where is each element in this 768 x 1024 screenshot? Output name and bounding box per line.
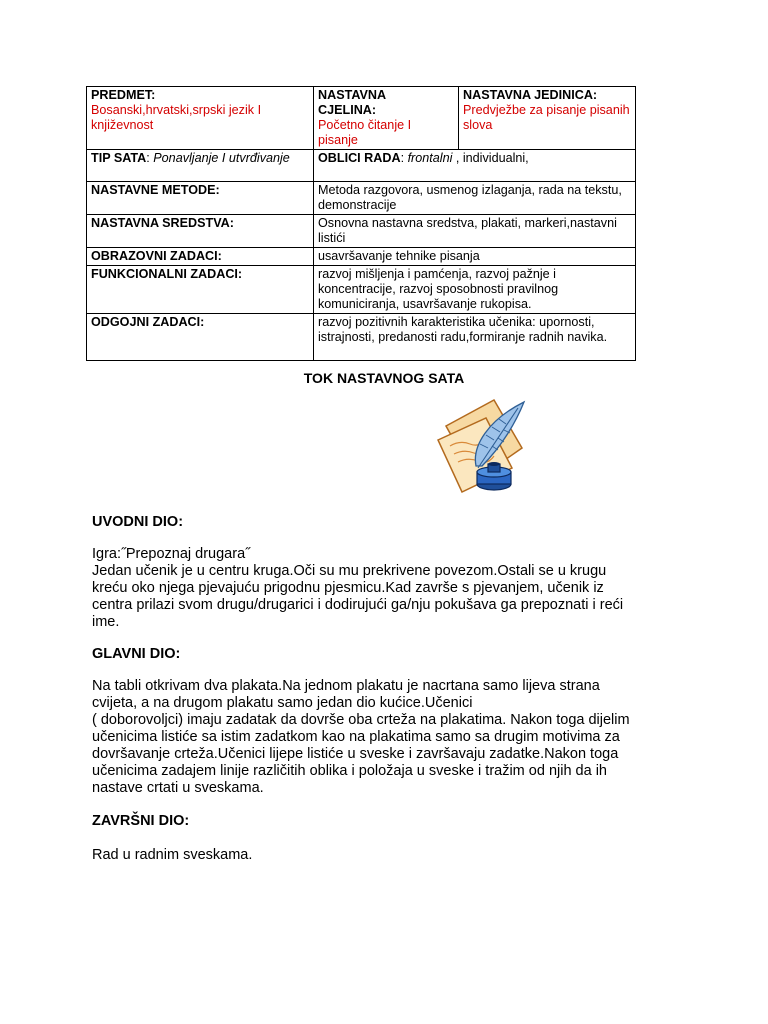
main-line: cvijeta, a na drugom plakatu samo jedan dio kućice.Učenici (92, 695, 473, 711)
class-type-cell: TIP SATA: Ponavljanje I utvrđivanje (87, 150, 314, 182)
upbringing-goals-value: razvoj pozitivnih karakteristika učenika: upornosti, istrajnosti, predanosti radu,formiranje radnih navika. (314, 314, 636, 361)
intro-line: centra prilazi svom drugu/drugarici i dodirujući ga/nju pokušava ga prepoznati i reći (92, 597, 624, 613)
work-forms-italic: frontalni (407, 151, 453, 165)
educational-goals-label: OBRAZOVNI ZADACI: (87, 248, 314, 266)
unit-label-line1: NASTAVNA (318, 88, 387, 102)
functional-goals-label: FUNKCIONALNI ZADACI: (87, 266, 314, 314)
methods-value: Metoda razgovora, usmenog izlaganja, rada na tekstu, demonstracije (314, 182, 636, 215)
table-row (87, 314, 636, 361)
intro-paragraph (92, 546, 652, 631)
unit-cell (314, 87, 459, 150)
section-title: TOK NASTAVNOG SATA (303, 370, 465, 386)
unit-label-line2: CJELINA: (318, 103, 377, 117)
closing-heading: ZAVRŠNI DIO: (92, 813, 190, 829)
main-line: dovršavanje crteža.Učenici lijepe listiće u sveske i završavaju zadatke.Nakon toga (92, 746, 619, 762)
main-line: učenicima listiće sa istim zadatkom kao na plakatima samo sa drugim motivima za (92, 729, 620, 745)
intro-heading: UVODNI DIO: (92, 514, 184, 530)
lesson-plan-table (86, 86, 636, 361)
main-paragraph (92, 678, 652, 797)
quill-and-inkwell-icon (436, 396, 532, 494)
table-row (87, 150, 636, 182)
main-line: učenicima zadajem linije različitih oblika i položaja u sveske i tražim od njih da ih (92, 763, 607, 779)
table-row (87, 87, 636, 150)
class-type-value: Ponavljanje I utvrđivanje (153, 151, 290, 165)
closing-paragraph (92, 847, 652, 864)
main-heading: GLAVNI DIO: (92, 646, 181, 662)
main-line: Na tabli otkrivam dva plakata.Na jednom plakatu je nacrtana samo lijeva strana (92, 678, 600, 694)
intro-line: ime. (92, 614, 120, 630)
main-line: nastave crtati u sveskama. (92, 780, 264, 796)
educational-goals-value: usavršavanje tehnike pisanja (314, 248, 636, 266)
class-type-label: TIP SATA (91, 151, 147, 165)
closing-line: Rad u radnim sveskama. (92, 847, 253, 863)
subject-cell (87, 87, 314, 150)
functional-goals-value: razvoj mišljenja i pamćenja, razvoj pažnje i koncentracije, razvoj sposobnosti pravilnog komuniciranja, usavršavanje rukopisa. (314, 266, 636, 314)
table-row (87, 215, 636, 248)
table-row (87, 182, 636, 215)
table-row (87, 248, 636, 266)
intro-line: Igra:˝Prepoznaj drugara˝ (92, 546, 250, 562)
intro-line: kreću oko njega pjevajuću prigodnu pjesmicu.Kad završe s pjevanjem, učenik iz (92, 580, 604, 596)
intro-line: Jedan učenik je u centru kruga.Oči su mu prekrivene povezom.Ostali se u krugu (92, 563, 607, 579)
work-forms-label: OBLICI RADA (318, 151, 401, 165)
table-row (87, 266, 636, 314)
resources-label: NASTAVNA SREDSTVA: (87, 215, 314, 248)
lesson-label: NASTAVNA JEDINICA: (463, 88, 598, 102)
work-forms-rest: , individualni, (452, 151, 529, 165)
lesson-value: Predvježbe za pisanje pisanih slova (463, 103, 630, 132)
resources-value: Osnovna nastavna sredstva, plakati, markeri,nastavni listići (314, 215, 636, 248)
lesson-cell (459, 87, 636, 150)
work-forms-cell: OBLICI RADA: frontalni , individualni, (314, 150, 636, 182)
main-line: ( doborovoljci) imaju zadatak da dovrše oba crteža na plakatima. Nakon toga dijelim (92, 712, 630, 728)
subject-label: PREDMET: (91, 88, 156, 102)
upbringing-goals-label: ODGOJNI ZADACI: (87, 314, 314, 361)
subject-value: Bosanski,hrvatski,srpski jezik I književnost (91, 103, 262, 132)
unit-value: Početno čitanje I pisanje (318, 118, 412, 147)
methods-label: NASTAVNE METODE: (87, 182, 314, 215)
